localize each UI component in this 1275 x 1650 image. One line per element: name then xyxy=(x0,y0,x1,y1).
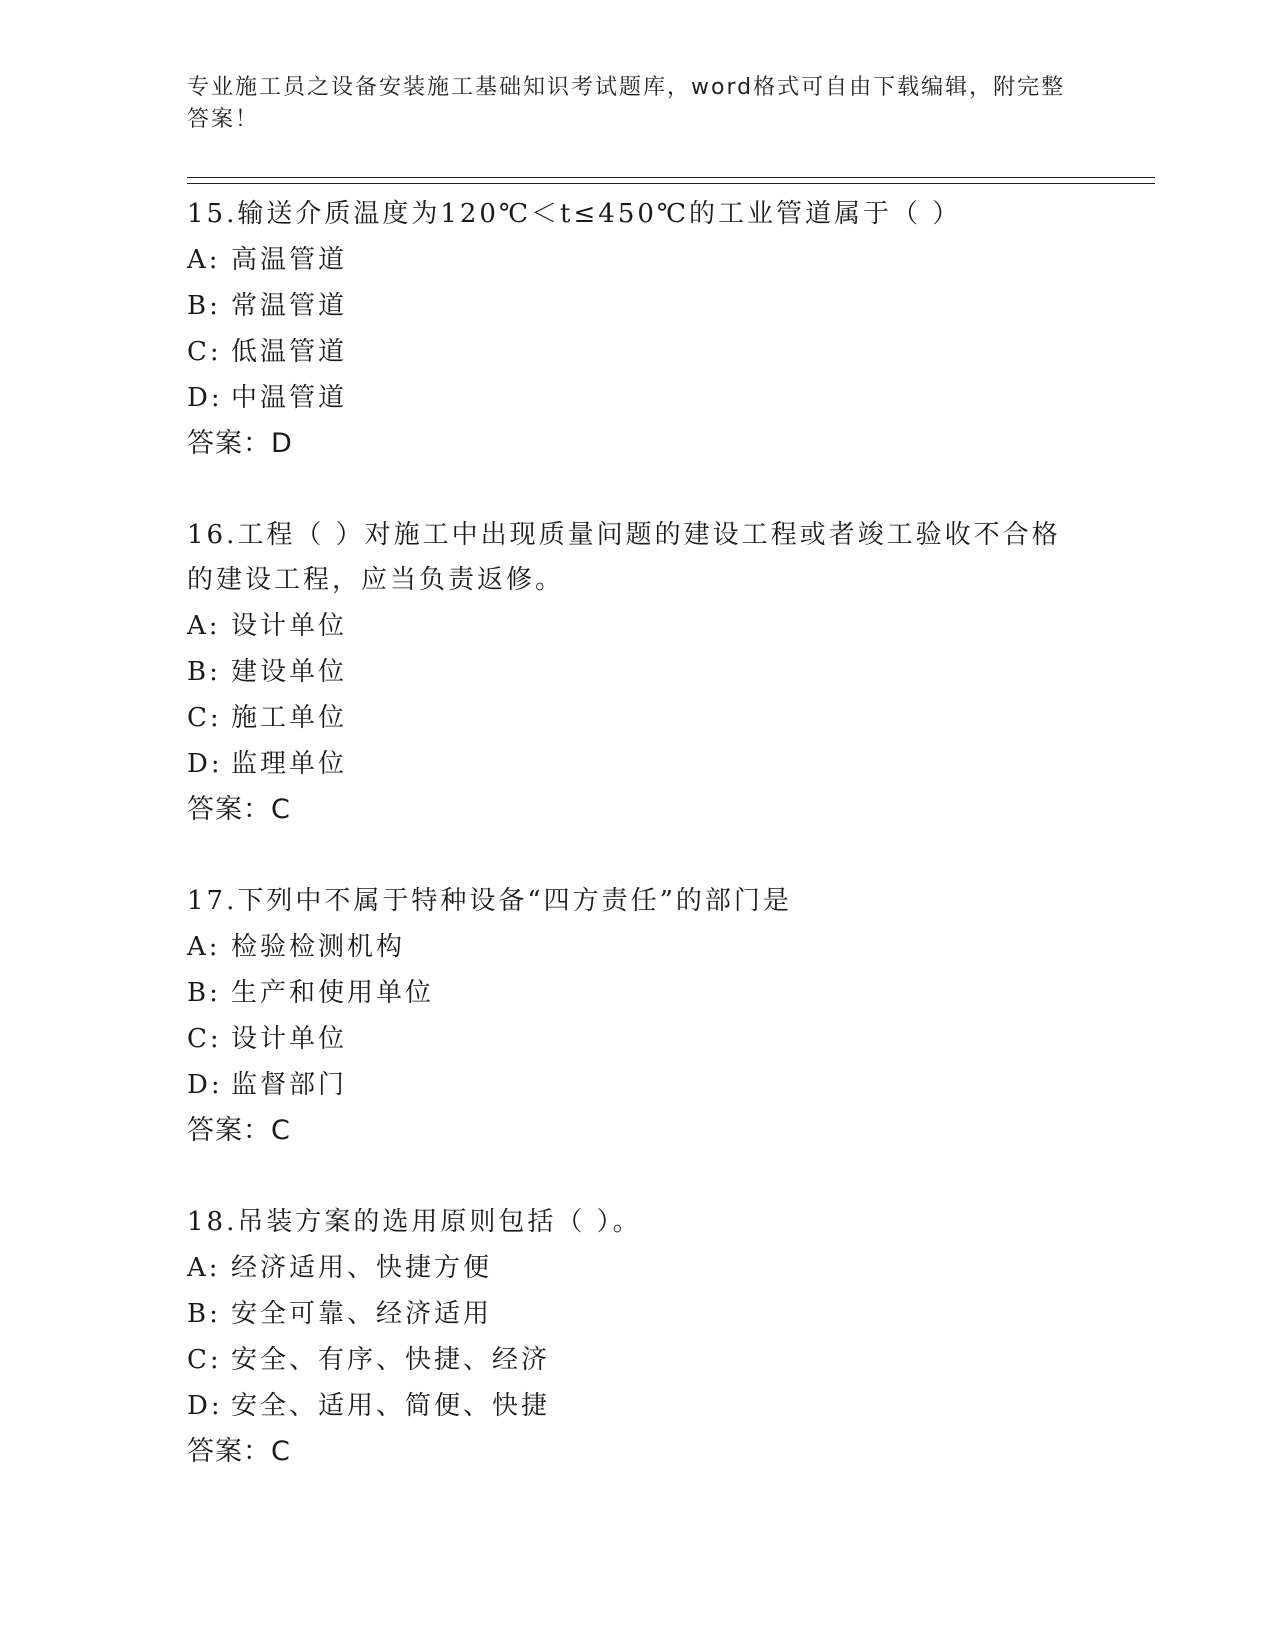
option-label: D: xyxy=(187,1070,223,1100)
option-text: 检验检测机构 xyxy=(231,932,406,962)
option-b xyxy=(187,1291,1087,1337)
option-text: 中温管道 xyxy=(231,383,348,413)
option-d xyxy=(187,741,1087,787)
option-label: A: xyxy=(187,1253,221,1283)
option-label: A: xyxy=(187,932,221,962)
question-17 xyxy=(187,879,1087,1154)
option-text: 安全可靠、经济适用 xyxy=(231,1299,493,1329)
option-d xyxy=(187,1062,1087,1108)
question-18 xyxy=(187,1200,1087,1475)
document-header: 专业施工员之设备安装施工基础知识考试题库，word格式可自由下载编辑，附完整答案！ xyxy=(187,75,1066,132)
option-label: C: xyxy=(187,703,222,733)
option-text: 经济适用、快捷方便 xyxy=(231,1253,493,1283)
option-label: D: xyxy=(187,383,223,413)
option-label: A: xyxy=(187,245,221,275)
option-c xyxy=(187,329,1087,375)
option-b xyxy=(187,970,1087,1016)
option-text: 安全、适用、简便、快捷 xyxy=(231,1391,551,1421)
question-list xyxy=(187,192,1087,1521)
option-label: C: xyxy=(187,337,222,367)
option-a xyxy=(187,603,1087,649)
option-text: 建设单位 xyxy=(231,657,348,687)
option-label: C: xyxy=(187,1345,222,1375)
option-a xyxy=(187,924,1087,970)
answer-line: 答案：C xyxy=(187,1115,291,1146)
option-d xyxy=(187,375,1087,421)
option-text: 设计单位 xyxy=(231,1024,348,1054)
option-c xyxy=(187,1337,1087,1383)
option-text: 低温管道 xyxy=(231,337,348,367)
option-text: 监督部门 xyxy=(231,1070,348,1100)
option-text: 设计单位 xyxy=(231,611,348,641)
option-label: B: xyxy=(187,978,221,1008)
option-label: D: xyxy=(187,749,223,779)
option-text: 监理单位 xyxy=(231,749,348,779)
answer-line: 答案：D xyxy=(187,428,293,459)
option-c xyxy=(187,1016,1087,1062)
option-b xyxy=(187,283,1087,329)
option-label: B: xyxy=(187,657,221,687)
header-divider-bottom xyxy=(187,183,1155,184)
option-c xyxy=(187,695,1087,741)
option-a xyxy=(187,237,1087,283)
question-text: 18.吊装方案的选用原则包括（ ）。 xyxy=(187,1207,642,1237)
option-label: B: xyxy=(187,1299,221,1329)
question-text: 17.下列中不属于特种设备“四方责任”的部门是 xyxy=(187,886,792,916)
header-divider-top xyxy=(187,177,1155,178)
option-text: 施工单位 xyxy=(231,703,348,733)
option-text: 高温管道 xyxy=(231,245,348,275)
question-text: 15.输送介质温度为120℃＜t≤450℃的工业管道属于（ ） xyxy=(187,199,962,229)
answer-line: 答案：C xyxy=(187,1436,291,1467)
option-label: B: xyxy=(187,291,221,321)
option-text: 常温管道 xyxy=(231,291,348,321)
question-15 xyxy=(187,192,1087,467)
option-d xyxy=(187,1383,1087,1429)
option-text: 生产和使用单位 xyxy=(231,978,435,1008)
question-text: 16.工程（ ）对施工中出现质量问题的建设工程或者竣工验收不合格的建设工程，应当负责返修。 xyxy=(187,520,1061,595)
option-b xyxy=(187,649,1087,695)
option-text: 安全、有序、快捷、经济 xyxy=(231,1345,551,1375)
answer-line: 答案：C xyxy=(187,794,291,825)
option-a xyxy=(187,1245,1087,1291)
question-16 xyxy=(187,513,1087,833)
option-label: D: xyxy=(187,1391,223,1421)
option-label: C: xyxy=(187,1024,222,1054)
option-label: A: xyxy=(187,611,221,641)
